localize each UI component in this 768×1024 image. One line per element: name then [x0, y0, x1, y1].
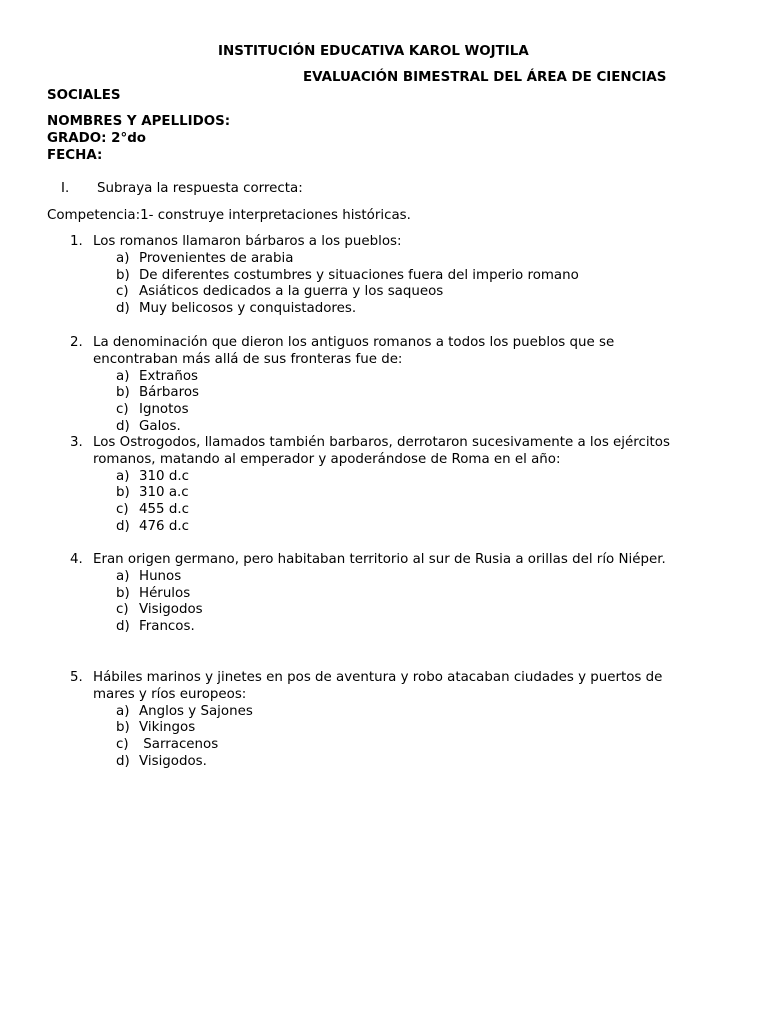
school-name: INSTITUCIÓN EDUCATIVA KAROL WOJTILA	[218, 44, 529, 59]
grade-label: GRADO: 2°do	[47, 131, 146, 146]
option-text: De diferentes costumbres y situaciones fuera del imperio romano	[139, 267, 579, 283]
option-letter: d)	[116, 419, 130, 434]
option-letter: c)	[116, 284, 129, 300]
option-text: Vikingos	[139, 720, 196, 736]
option-text: Bárbaros	[139, 385, 199, 401]
question-text: mares y ríos europeos:	[93, 686, 247, 702]
option-text: Visigodos	[139, 602, 203, 618]
option-text: Hunos	[139, 568, 182, 584]
option-letter: c)	[116, 402, 129, 418]
option-text: Ignotos	[139, 402, 189, 418]
option-text: Extraños	[139, 368, 199, 384]
option-text: Muy belicosos y conquistadores.	[139, 301, 357, 317]
question-text: Eran origen germano, pero habitaban territorio al sur de Rusia a orillas del río Niéper.	[93, 552, 666, 567]
names-label: NOMBRES Y APELLIDOS:	[47, 114, 231, 129]
question-number: 1.	[70, 234, 83, 249]
option-letter: a)	[116, 468, 130, 484]
option-text: Hérulos	[139, 585, 191, 601]
option-text: Anglos y Sajones	[139, 703, 253, 719]
option-letter: b)	[116, 385, 130, 401]
option-letter: d)	[116, 301, 130, 317]
option-letter: a)	[116, 703, 130, 719]
section-numeral: I.	[61, 181, 70, 196]
option-text: 476 d.c	[139, 519, 189, 534]
date-label: FECHA:	[47, 148, 103, 163]
question-text: Los romanos llamaron bárbaros a los pueblos:	[93, 234, 402, 249]
competency-text: Competencia:1- construye interpretaciones históricas.	[47, 208, 411, 223]
option-letter: b)	[116, 485, 130, 501]
option-text: Visigodos.	[139, 754, 207, 769]
option-letter: c)	[116, 737, 129, 753]
option-letter: a)	[116, 368, 130, 384]
question-text: Los Ostrogodos, llamados también barbaros, derrotaron sucesivamente a los ejércitos	[93, 435, 670, 450]
question-text: romanos, matando al emperador y apoderándose de Roma en el año:	[93, 451, 561, 467]
question-text: La denominación que dieron los antiguos romanos a todos los pueblos que se	[93, 335, 615, 350]
option-text: 310 a.c	[139, 485, 189, 501]
section-instruction: Subraya la respuesta correcta:	[97, 181, 303, 196]
option-text: Asiáticos dedicados a la guerra y los saqueos	[139, 284, 444, 300]
option-letter: c)	[116, 602, 129, 618]
option-letter: d)	[116, 519, 130, 534]
option-text: 310 d.c	[139, 468, 189, 484]
option-text: Francos.	[139, 619, 195, 635]
question-number: 5.	[70, 670, 83, 685]
option-letter: b)	[116, 720, 130, 736]
option-letter: b)	[116, 585, 130, 601]
option-letter: d)	[116, 754, 130, 769]
option-letter: a)	[116, 568, 130, 584]
option-letter: d)	[116, 619, 130, 635]
question-number: 2.	[70, 335, 83, 350]
option-text: 455 d.c	[139, 502, 189, 518]
question-text: Hábiles marinos y jinetes en pos de aventura y robo atacaban ciudades y puertos de	[93, 670, 663, 685]
option-letter: c)	[116, 502, 129, 518]
exam-title-continued: SOCIALES	[47, 88, 121, 103]
question-number: 4.	[70, 552, 83, 567]
question-text: encontraban más allá de sus fronteras fue de:	[93, 351, 403, 367]
question-number: 3.	[70, 435, 83, 450]
exam-title: EVALUACIÓN BIMESTRAL DEL ÁREA DE CIENCIAS	[303, 70, 667, 85]
option-text: Provenientes de arabia	[139, 250, 294, 266]
option-text: Galos.	[139, 419, 181, 434]
option-text: Sarracenos	[139, 737, 219, 753]
option-letter: a)	[116, 250, 130, 266]
option-letter: b)	[116, 267, 130, 283]
